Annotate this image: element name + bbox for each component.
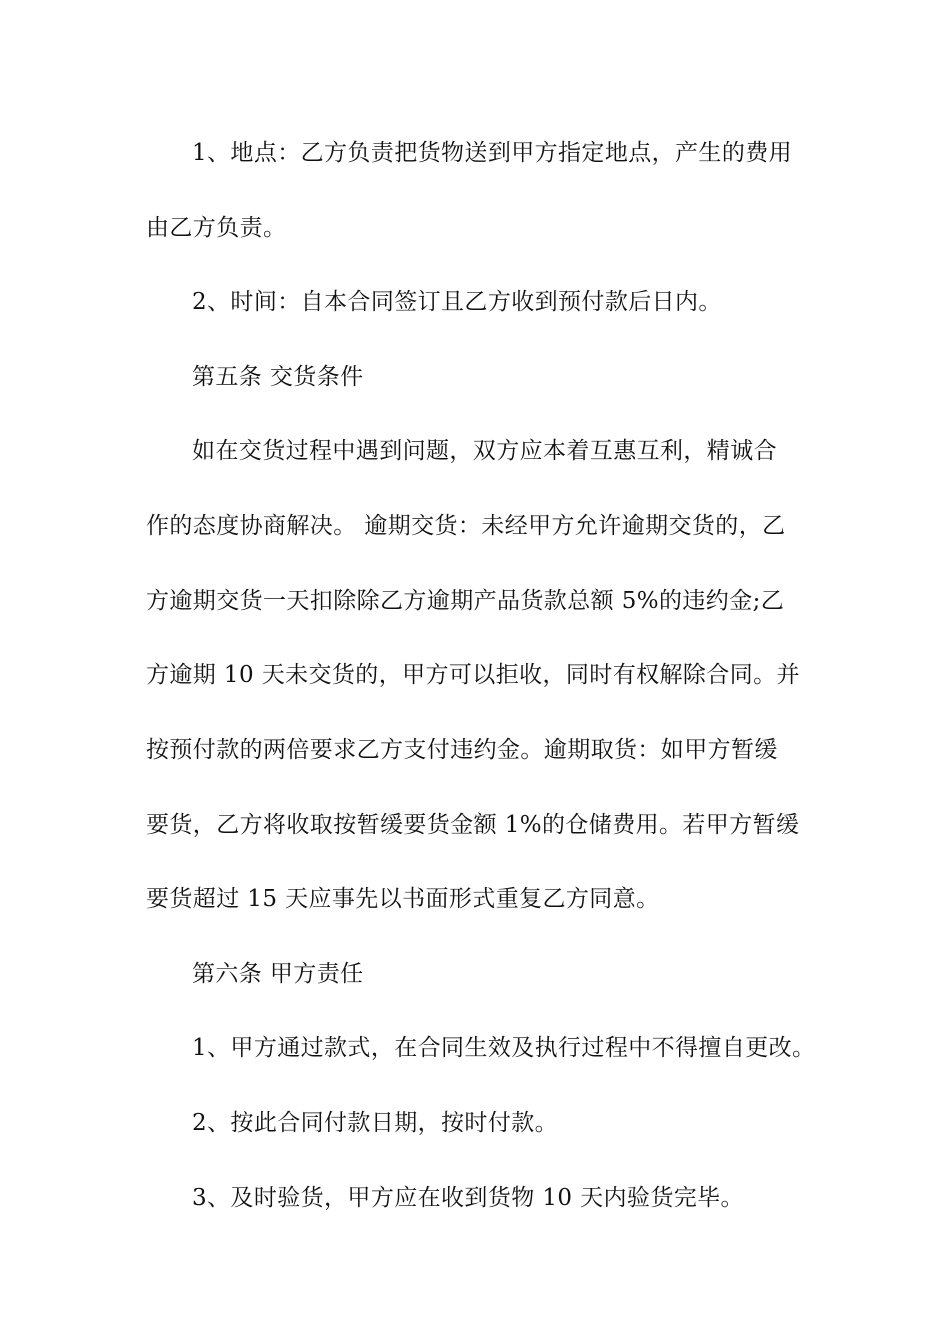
article-5-paragraph-line-2: 作的态度协商解决。 逾期交货：未经甲方允许逾期交货的，乙: [146, 513, 786, 539]
article-6-item-1: 1、甲方通过款式，在合同生效及执行过程中不得擅自更改。: [192, 1035, 816, 1061]
article-6-heading: 第六条 甲方责任: [192, 961, 364, 987]
paragraph-location-line-1: 1、地点：乙方负责把货物送到甲方指定地点，产生的费用: [192, 140, 793, 166]
paragraph-location-line-2: 由乙方负责。: [146, 215, 287, 241]
article-5-paragraph-line-5: 按预付款的两倍要求乙方支付违约金。逾期取货：如甲方暂缓: [146, 737, 778, 763]
article-6-item-3: 3、及时验货，甲方应在收到货物 10 天内验货完毕。: [192, 1185, 744, 1211]
article-5-paragraph-line-4: 方逾期 10 天未交货的，甲方可以拒收，同时有权解除合同。并: [146, 662, 800, 688]
article-5-paragraph-line-7: 要货超过 15 天应事先以书面形式重复乙方同意。: [146, 886, 660, 912]
paragraph-time: 2、时间：自本合同签订且乙方收到预付款后日内。: [192, 289, 722, 315]
article-5-paragraph-line-3: 方逾期交货一天扣除除乙方逾期产品货款总额 5%的违约金;乙: [146, 588, 785, 614]
article-5-heading: 第五条 交货条件: [192, 364, 364, 390]
article-5-paragraph-line-1: 如在交货过程中遇到问题，双方应本着互惠互利，精诚合: [192, 438, 777, 464]
article-5-paragraph-line-6: 要货，乙方将收取按暂缓要货金额 1%的仓储费用。若甲方暂缓: [146, 812, 800, 838]
article-6-item-2: 2、按此合同付款日期，按时付款。: [192, 1110, 559, 1136]
